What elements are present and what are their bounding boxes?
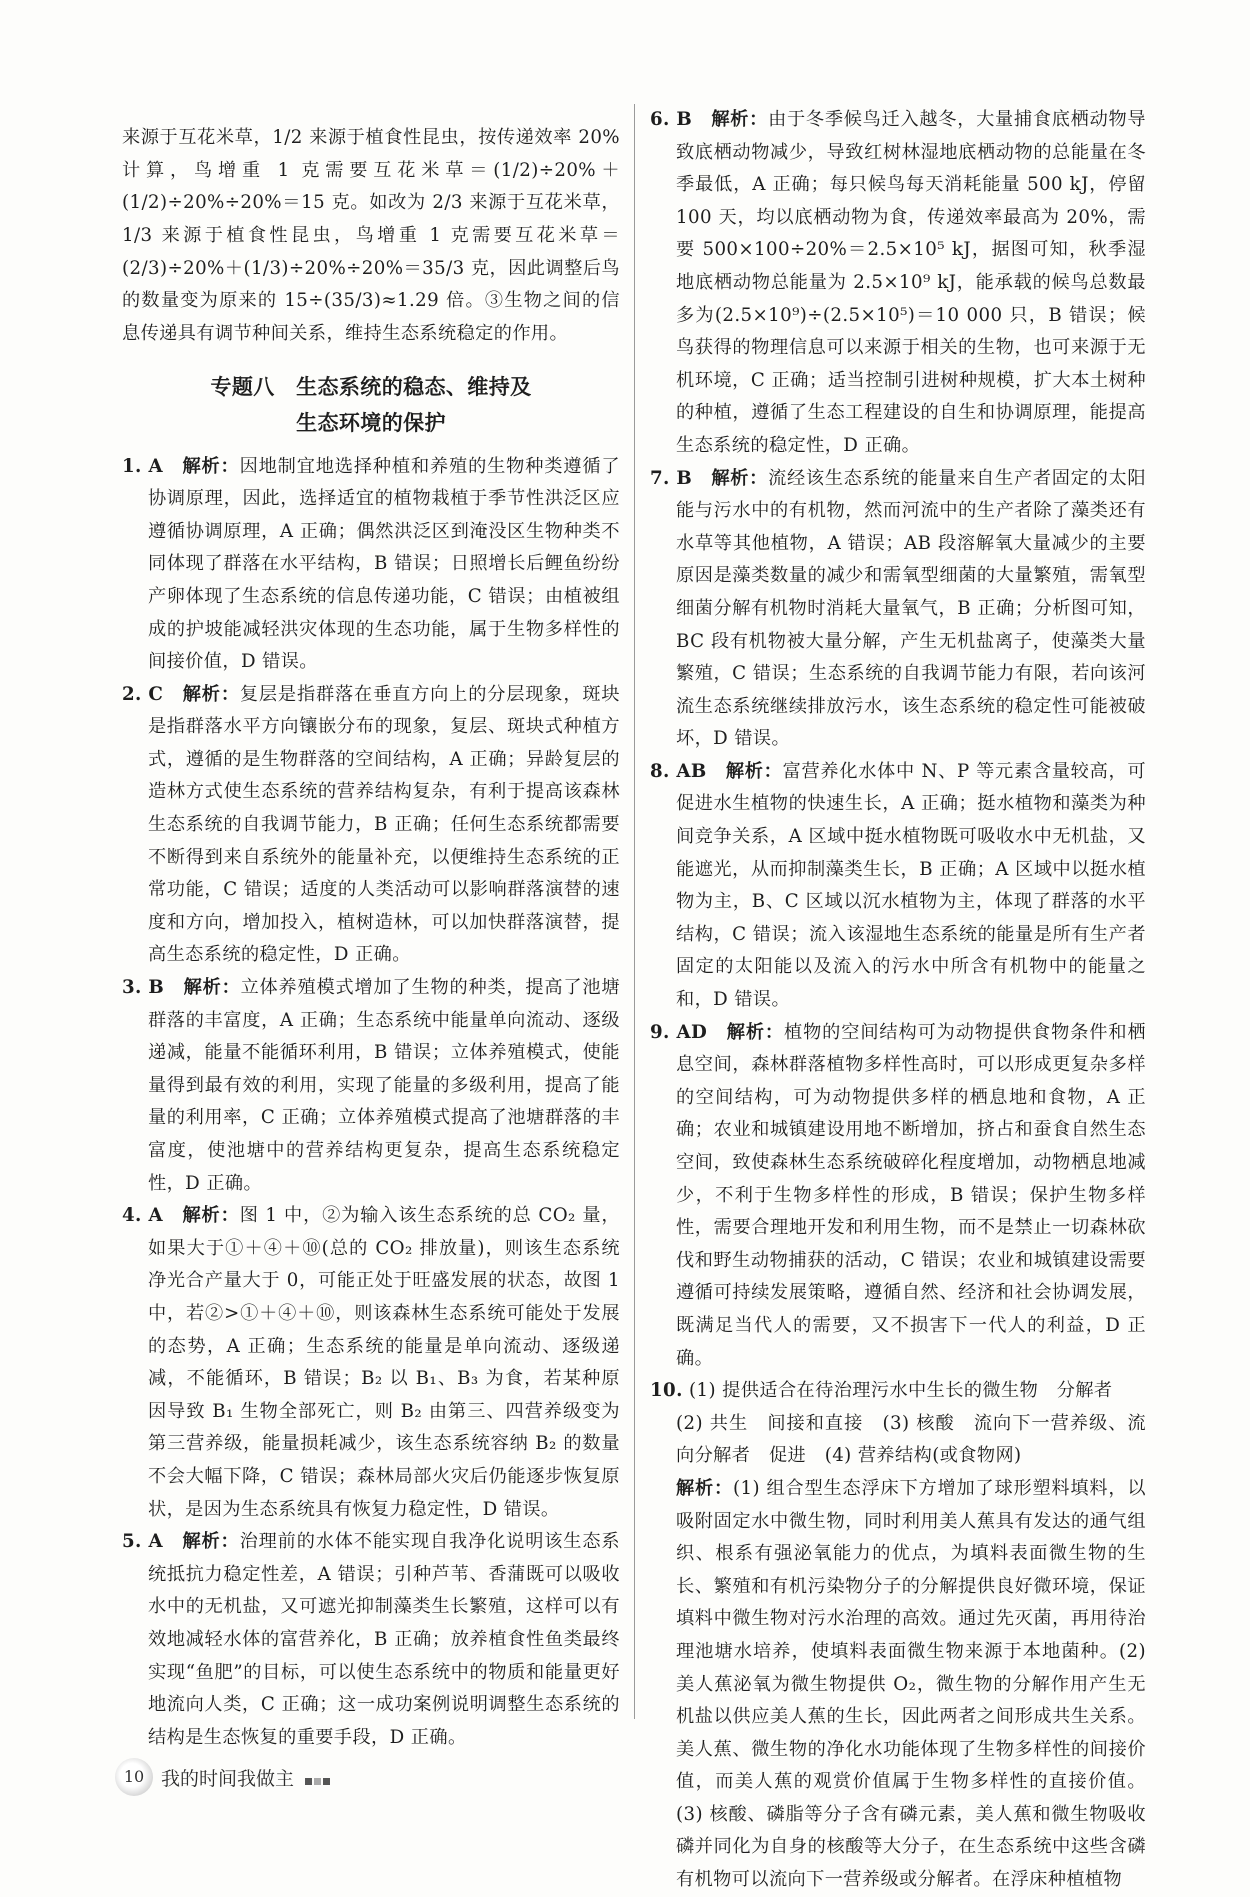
question-item: 7. B 解析：流经该生态系统的能量来自生产者固定的太阳能与污水中的有机物，然而河流中的生产者除了藻类还有水草等其他植物，A 错误；AB 段溶解氧大量减少的主要原因是藻类数量的减少和需氧型细菌的大量繁殖，需氧型细菌分解有机物时消耗大量氧气，B 正确；分析图可知，BC 段有机物被大量分解，产生无机盐离子，使藻类大量繁殖，C 错误；生态系统的自我调节能力有限，若向该河流生态系统继续排放污水，该生态系统的稳定性可能被破坏，D 错误。 xyxy=(650,467,1146,750)
question-item: 5. A 解析：治理前的水体不能实现自我净化说明该生态系统抵抗力稳定性差，A 错误；引种芦苇、香蒲既可以吸收水中的无机盐，又可遮光抑制藻类生长繁殖，这样可以有效地减轻水体的富营养化，B 正确；放养植食性鱼类最终实现“鱼肥”的目标，可以使生态系统中的物质和能量更好地流向人类，C 正确；这一成功案例说明调整生态系统的结构是生态恢复的重要手段，D 正确。 xyxy=(122,1531,620,1748)
analysis-text: 因地制宜地选择种植和养殖的生物种类遵循了协调原理，因此，选择适宜的植物栽植于季节性洪泛区应遵循协调原理，A 正确；偶然洪泛区到淹没区生物种类不同体现了群落在水平结构，B 错误；日照增长后鲤鱼纷纷产卵体现了生态系统的信息传递功能，C 错误；由植被组成的护坡能减轻洪灾体现的生态功能，属于生物多样性的间接价值，D 错误。 xyxy=(148,455,620,673)
question-number: 1. xyxy=(122,455,142,477)
analysis-label: 解析 xyxy=(182,455,221,477)
question-item: 6. B 解析：由于冬季候鸟迁入越冬，大量捕食底栖动物导致底栖动物减少，导致红树林湿地底栖动物的总能量在冬季最低，A 正确；每只候鸟每天消耗能量 500 kJ，停留 100 天，均以底栖动物为食，传递效率最高为 20%，需要 500×100÷20%＝2.5×10⁵ kJ，据图可知，秋季湿地底栖动物总能量为 2.5×10⁹ kJ，能承载的候鸟总数最多为(2.5×10⁹)÷(2.5×10⁵)＝10 000 只，B 错误；候鸟获得的物理信息可以来源于相关的生物，也可来源于无机环境，C 正确；适当控制引进树种规模，扩大本土树种的种植，遵循了生态工程建设的自生和协调原理，能提高生态系统的稳定性，D 正确。 xyxy=(650,109,1146,456)
analysis-label: 解析 xyxy=(711,467,750,489)
answer-part-1: (1) 提供适合在待治理污水中生长的微生物 分解者 xyxy=(689,1380,1113,1402)
analysis-label: 解析 xyxy=(183,977,222,999)
column-divider xyxy=(634,104,635,1719)
question-number: 4. xyxy=(122,1205,142,1227)
analysis-label: 解析 xyxy=(676,1477,714,1499)
question-number: 3. xyxy=(122,977,142,999)
question-answer: B xyxy=(676,109,693,130)
analysis-text: 流经该生态系统的能量来自生产者固定的太阳能与污水中的有机物，然而河流中的生产者除了藻类还有水草等其他植物，A 错误；AB 段溶解氧大量减少的主要原因是藻类数量的减少和需氧型细菌的大量繁殖，需氧型细菌分解有机物时消耗大量氧气，B 正确；分析图可知，BC 段有机物被大量分解，产生无机盐离子，使藻类大量繁殖，C 错误；生态系统的自我调节能力有限，若向该河流生态系统继续排放污水，该生态系统的稳定性可能被破坏，D 错误。 xyxy=(676,467,1146,750)
question-number: 10. xyxy=(650,1380,683,1402)
section-title-line2: 生态环境的保护 xyxy=(296,410,446,435)
analysis-label: 解析 xyxy=(182,683,221,705)
analysis-text: 图 1 中，②为输入该生态系统的总 CO₂ 量，如果大于①＋④＋⑩(总的 CO₂ 排放量)，则该生态系统净光合产量大于 0，可能正处于旺盛发展的状态，故图 1 中，若②>①＋④＋⑩，则该森林生态系统可能处于发展的态势，A 正确；生态系统的能量是单向流动、逐级递减，不能循环，B 错误；B₂ 以 B₁、B₃ 为食，若某种原因导致 B₁ 生物全部死亡，则 B₂ 由第三、四营养级变为第三营养级，能量损耗减少，该生态系统容纳 B₂ 的数量不会大幅下降，C 错误；森林局部火灾后仍能逐步恢复原状，是因为生态系统具有恢复力稳定性，D 错误。 xyxy=(148,1205,620,1520)
question-number: 6. xyxy=(650,109,670,130)
question-item: 8. AB 解析：富营养化水体中 N、P 等元素含量较高，可促进水生植物的快速生长，A 正确；挺水植物和藻类为种间竞争关系，A 区域中挺水植物既可吸收水中无机盐，又能遮光，从而抑制藻类生长，B 正确；A 区域中以挺水植物为主，B、C 区域以沉水植物为主，体现了群落的水平结构，C 错误；流入该湿地生态系统的能量是所有生产者固定的太阳能以及流入的污水中所含有机物中的能量之和，D 错误。 xyxy=(650,760,1146,1011)
question-10: 10. (1) 提供适合在待治理污水中生长的微生物 分解者 (2) 共生 间接和直接 (3) 核酸 流向下一营养级、流向分解者 促进 (4) 营养结构(或食物网) 解析：(1) 组合型生态浮床下方增加了球形塑料填料，以吸附固定水中微生物，同时利用美人蕉具有发达的通气组织、根系有强泌氧能力的优点，为填料表面微生物的生长、繁殖和有机污染物分子的分解提供良好微环境，保证填料中微生物对污水治理的高效。通过先灭菌，再用待治理池塘水培养，使填料表面微生物来源于本地菌种。(2) 美人蕉泌氧为微生物提供 O₂，微生物的分解作用产生无机盐以供应美人蕉的生长，因此两者之间形成共生关系。美人蕉、微生物的净化水功能体现了生物多样性的间接价值，而美人蕉的观赏价值属于生物多样性的直接价值。(3) 核酸、磷脂等分子含有磷元素，美人蕉和微生物吸收磷并同化为自身的核酸等大分子，在生态系统中这些含磷有机物可以流向下一营养级或分解者。在浮床种植植物 xyxy=(650,1380,1146,1891)
question-item: 1. A 解析：因地制宜地选择种植和养殖的生物种类遵循了协调原理，因此，选择适宜的植物栽植于季节性洪泛区应遵循协调原理，A 正确；偶然洪泛区到淹没区生物种类不同体现了群落在水平结构，B 错误；日照增长后鲤鱼纷纷产卵体现了生态系统的信息传递功能，C 错误；由植被组成的护坡能减轻洪灾体现的生态功能，属于生物多样性的间接价值，D 错误。 xyxy=(122,455,620,673)
analysis-label: 解析 xyxy=(711,109,750,130)
right-question-list xyxy=(650,104,1146,1375)
analysis-text: 富营养化水体中 N、P 等元素含量较高，可促进水生植物的快速生长，A 正确；挺水植物和藻类为种间竞争关系，A 区域中挺水植物既可吸收水中无机盐，又能遮光，从而抑制藻类生长，B 正确；A 区域中以挺水植物为主，B、C 区域以沉水植物为主，体现了群落的水平结构，C 错误；流入该湿地生态系统的能量是所有生产者固定的太阳能以及流入的污水中所含有机物中的能量之和，D 错误。 xyxy=(676,760,1146,1011)
question-item: 2. C 解析：复层是指群落在垂直方向上的分层现象，斑块是指群落水平方向镶嵌分布的现象，复层、斑块式种植方式，遵循的是生物群落的空间结构，A 正确；异龄复层的造林方式使生态系统的营养结构复杂，有利于提高该森林生态系统的自我调节能力，B 正确；任何生态系统都需要不断得到来自系统外的能量补充，以便维持生态系统的正常功能，C 错误；适度的人类活动可以影响群落演替的速度和方向，增加投入，植树造林，可以加快群落演替，提高生态系统的稳定性，D 正确。 xyxy=(122,683,620,966)
decorative-squares-icon xyxy=(305,1770,332,1789)
question-item: 3. B 解析：立体养殖模式增加了生物的种类，提高了池塘群落的丰富度，A 正确；生态系统中能量单向流动、逐级递减，能量不能循环利用，B 错误；立体养殖模式，使能量得到最有效的利用，实现了能量的多级利用，提高了能量的利用率，C 正确；立体养殖模式提高了池塘群落的丰富度，使池塘中的营养结构更复杂，提高生态系统稳定性，D 正确。 xyxy=(122,977,620,1194)
left-column xyxy=(122,104,620,1754)
analysis-text: (1) 组合型生态浮床下方增加了球形塑料填料，以吸附固定水中微生物，同时利用美人蕉具有发达的通气组织、根系有强泌氧能力的优点，为填料表面微生物的生长、繁殖和有机污染物分子的分解提供良好微环境，保证填料中微生物对污水治理的高效。通过先灭菌，再用待治理池塘水培养，使填料表面微生物来源于本地菌种。(2) 美人蕉泌氧为微生物提供 O₂，微生物的分解作用产生无机盐以供应美人蕉的生长，因此两者之间形成共生关系。美人蕉、微生物的净化水功能体现了生物多样性的间接价值，而美人蕉的观赏价值属于生物多样性的直接价值。(3) 核酸、磷脂等分子含有磷元素，美人蕉和微生物吸收磷并同化为自身的核酸等大分子，在生态系统中这些含磷有机物可以流向下一营养级或分解者。在浮床种植植物 xyxy=(676,1477,1146,1891)
left-question-list xyxy=(122,451,620,1755)
intro-paragraph: 来源于互花米草，1/2 来源于植食性昆虫，按传递效率 20%计算，鸟增重 1 克需要互花米草＝(1/2)÷20%＋(1/2)÷20%÷20%＝15 克。如改为 2/3 来源于互花米草，1/3 来源于植食性昆虫，鸟增重 1 克需要互花米草＝(2/3)÷20%＋(1/3)÷20%÷20%＝35/3 克，因此调整后鸟的数量变为原来的 15÷(35/3)≈1.29 倍。③生物之间的信息传递具有调节种间关系，维持生态系统稳定的作用。 xyxy=(122,127,620,344)
analysis-text: 植物的空间结构可为动物提供食物条件和栖息空间，森林群落植物多样性高时，可以形成更复杂多样的空间结构，可为动物提供多样的栖息地和食物，A 正确；农业和城镇建设用地不断增加，挤占和蚕食自然生态空间，致使森林生态系统破碎化程度增加，动物栖息地减少，不利于生物多样性的形成，B 错误；保护生物多样性，需要合理地开发和利用生物，而不是禁止一切森林砍伐和野生动物捕获的活动，C 错误；农业和城镇建设需要遵循可持续发展策略，遵循自然、经济和社会协调发展，既满足当代人的需要，又不损害下一代人的利益，D 正确。 xyxy=(676,1021,1147,1369)
question-answer: AB xyxy=(676,760,707,782)
page-footer xyxy=(115,1758,375,1798)
analysis-label: 解析 xyxy=(182,1531,221,1553)
answer-part-2: (2) 共生 间接和直接 (3) 核酸 流向下一营养级、流向分解者 促进 (4) 营养结构(或食物网) xyxy=(676,1412,1146,1467)
question-item: 4. A 解析：图 1 中，②为输入该生态系统的总 CO₂ 量，如果大于①＋④＋⑩(总的 CO₂ 排放量)，则该生态系统净光合产量大于 0，可能正处于旺盛发展的状态，故图 1 中，若②>①＋④＋⑩，则该森林生态系统可能处于发展的态势，A 正确；生态系统的能量是单向流动、逐级递减，不能循环，B 错误；B₂ 以 B₁、B₃ 为食，若某种原因导致 B₁ 生物全部死亡，则 B₂ 由第三、四营养级变为第三营养级，能量损耗减少，该生态系统容纳 B₂ 的数量不会大幅下降，C 错误；森林局部火灾后仍能逐步恢复原状，是因为生态系统具有恢复力稳定性，D 错误。 xyxy=(122,1205,620,1520)
question-answer: B xyxy=(148,977,165,999)
question-answer: A xyxy=(148,455,163,477)
question-answer: C xyxy=(148,683,164,705)
section-title xyxy=(122,369,620,441)
analysis-label: 解析 xyxy=(726,1021,765,1043)
analysis-text: 治理前的水体不能实现自我净化说明该生态系统抵抗力稳定性差，A 错误；引种芦苇、香蒲既可以吸收水中的无机盐，又可遮光抑制藻类生长繁殖，这样可以有效地减轻水体的富营养化，B 正确；放养植食性鱼类最终实现“鱼肥”的目标，可以使生态系统中的物质和能量更好地流向人类，C 正确；这一成功案例说明调整生态系统的结构是生态恢复的重要手段，D 正确。 xyxy=(148,1531,620,1748)
analysis-text: 立体养殖模式增加了生物的种类，提高了池塘群落的丰富度，A 正确；生态系统中能量单向流动、逐级递减，能量不能循环利用，B 错误；立体养殖模式，使能量得到最有效的利用，实现了能量的多级利用，提高了能量的利用率，C 正确；立体养殖模式提高了池塘群落的丰富度，使池塘中的营养结构更复杂，提高生态系统稳定性，D 正确。 xyxy=(148,977,620,1194)
question-number: 5. xyxy=(122,1531,142,1553)
right-column xyxy=(650,104,1146,1897)
question-number: 8. xyxy=(650,760,670,782)
question-answer: A xyxy=(148,1531,163,1553)
question-number: 7. xyxy=(650,467,670,489)
question-answer: AD xyxy=(676,1021,708,1043)
analysis-text: 由于冬季候鸟迁入越冬，大量捕食底栖动物导致底栖动物减少，导致红树林湿地底栖动物的总能量在冬季最低，A 正确；每只候鸟每天消耗能量 500 kJ，停留 100 天，均以底栖动物为食，传递效率最高为 20%，需要 500×100÷20%＝2.5×10⁵ kJ，据图可知，秋季湿地底栖动物总能量为 2.5×10⁹ kJ，能承载的候鸟总数最多为(2.5×10⁹)÷(2.5×10⁵)＝10 000 只，B 错误；候鸟获得的物理信息可以来源于相关的生物，也可来源于无机环境，C 正确；适当控制引进树种规模，扩大本土树种的种植，遵循了生态工程建设的自生和协调原理，能提高生态系统的稳定性，D 正确。 xyxy=(676,109,1146,456)
question-number: 9. xyxy=(650,1021,670,1043)
question-number: 2. xyxy=(122,683,142,705)
page-number: 10 xyxy=(115,1758,153,1796)
analysis-label: 解析 xyxy=(182,1205,221,1227)
question-answer: A xyxy=(148,1205,163,1227)
section-title-line1: 专题八 生态系统的稳态、维持及 xyxy=(210,374,532,399)
analysis-text: 复层是指群落在垂直方向上的分层现象，斑块是指群落水平方向镶嵌分布的现象，复层、斑块式种植方式，遵循的是生物群落的空间结构，A 正确；异龄复层的造林方式使生态系统的营养结构复杂，有利于提高该森林生态系统的自我调节能力，B 正确；任何生态系统都需要不断得到来自系统外的能量补充，以便维持生态系统的正常功能，C 错误；适度的人类活动可以影响群落演替的速度和方向，增加投入，植树造林，可以加快群落演替，提高生态系统的稳定性，D 正确。 xyxy=(148,683,620,966)
analysis-label: 解析 xyxy=(725,760,764,782)
question-item: 9. AD 解析：植物的空间结构可为动物提供食物条件和栖息空间，森林群落植物多样性高时，可以形成更复杂多样的空间结构，可为动物提供多样的栖息地和食物，A 正确；农业和城镇建设用地不断增加，挤占和蚕食自然生态空间，致使森林生态系统破碎化程度增加，动物栖息地减少，不利于生物多样性的形成，B 错误；保护生物多样性，需要合理地开发和利用生物，而不是禁止一切森林砍伐和野生动物捕获的活动，C 错误；农业和城镇建设需要遵循可持续发展策略，遵循自然、经济和社会协调发展，既满足当代人的需要，又不损害下一代人的利益，D 正确。 xyxy=(650,1021,1147,1369)
footer-slogan: 我的时间我做主 xyxy=(161,1768,295,1790)
question-answer: B xyxy=(676,467,693,489)
